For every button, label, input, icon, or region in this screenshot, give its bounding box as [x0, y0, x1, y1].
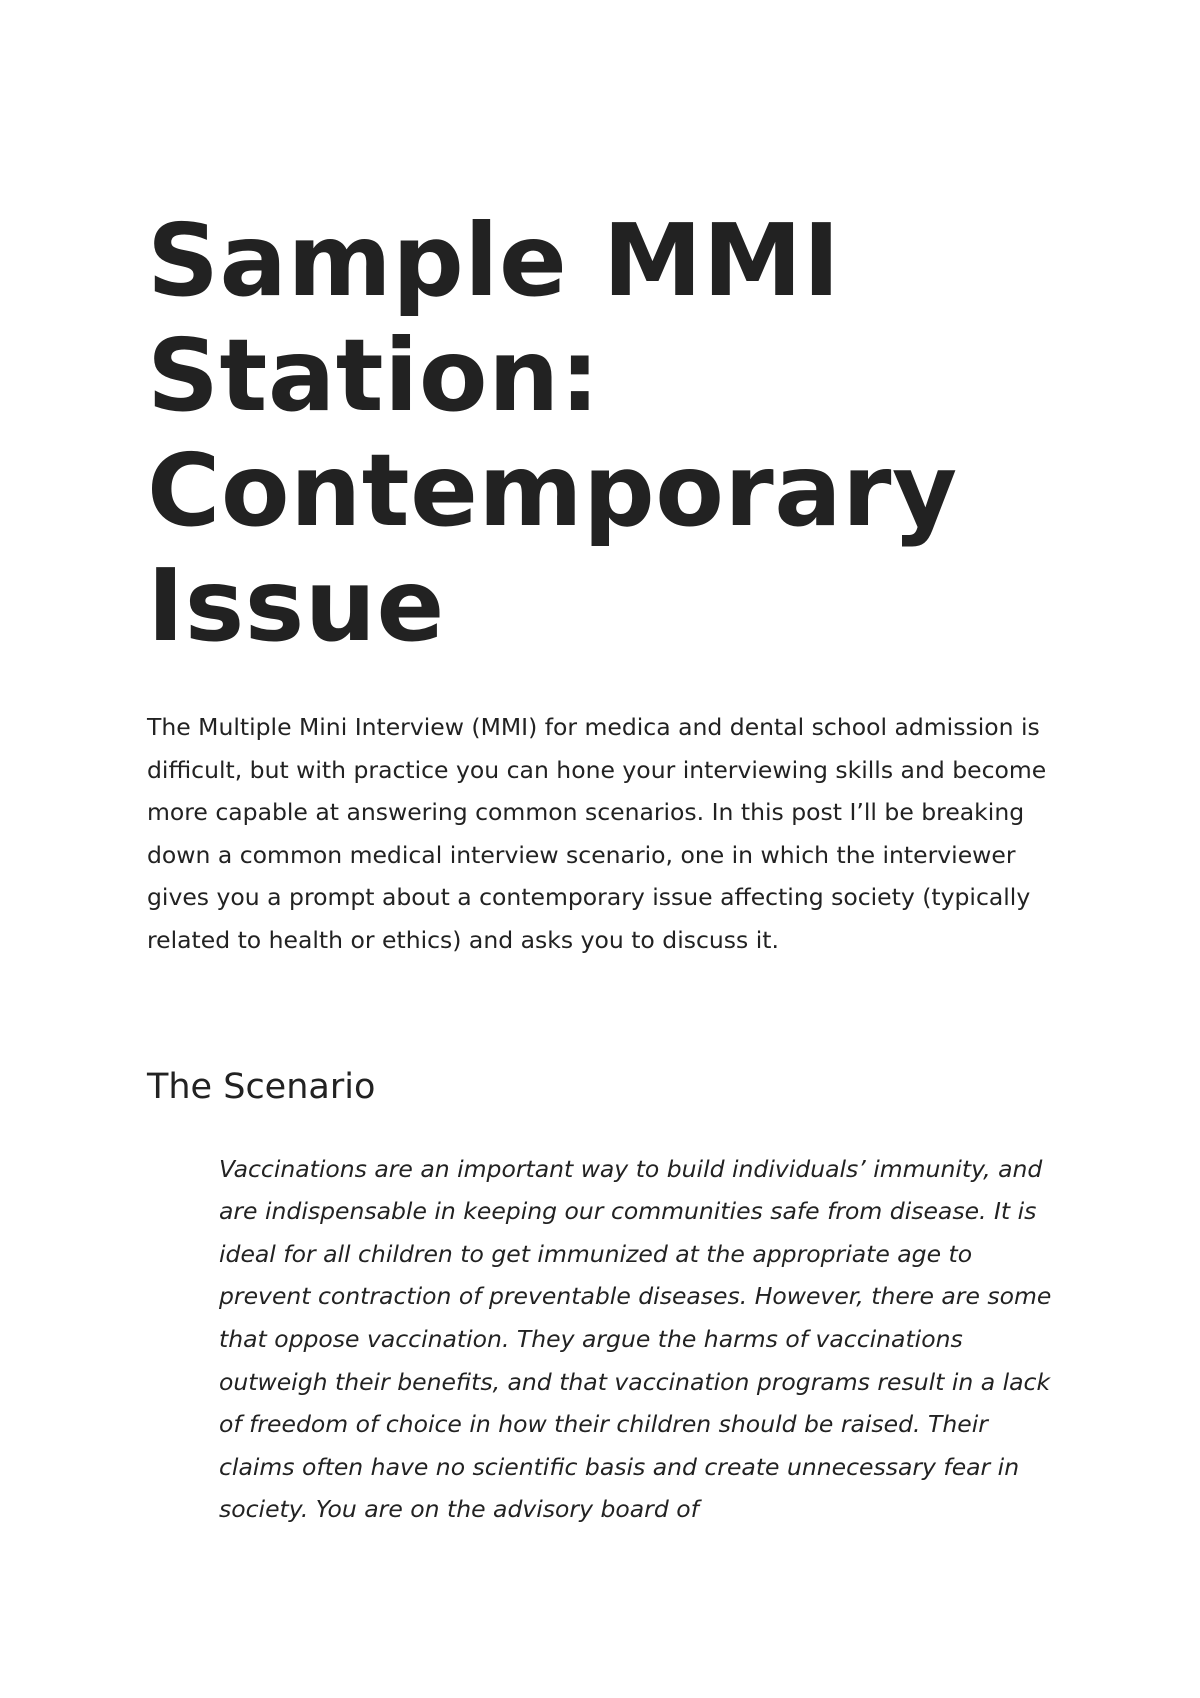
article-body	[147, 203, 1062, 1531]
page-title: Sample MMI Station: Contemporary Issue	[147, 202, 958, 664]
intro-paragraph: The Multiple Mini Interview (MMI) for medica and dental school admission is difficult, but with practice you can hone your interviewing skills and become more capable at answering common scenarios. In this post I’ll be breaking down a common medical interview scenario, one in which the interviewer gives you a prompt about a contemporary issue affecting society (typically related to health or ethics) and asks you to discuss it.	[147, 713, 1047, 954]
scenario-quote: Vaccinations are an important way to build individuals’ immunity, and are indispensable in keeping our communities safe from disease. It is ideal for all children to get immunized at the appropriate age to prevent contraction of preventable diseases. However, there are some that oppose vaccination. They argue the harms of vaccinations outweigh their benefits, and that vaccination programs result in a lack of freedom of choice in how their children should be raised. Their claims often have no scientific basis and create unnecessary fear in society. You are on the advisory board of	[219, 1154, 1052, 1524]
section-heading-scenario: The Scenario	[147, 1066, 376, 1107]
